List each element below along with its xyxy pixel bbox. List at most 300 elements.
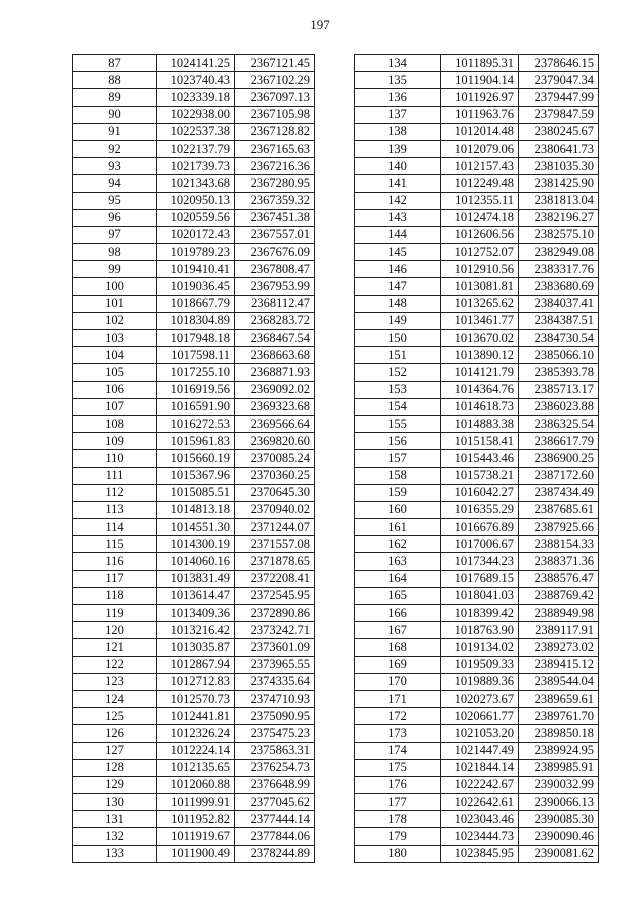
point-number-cell: 160 xyxy=(355,501,441,518)
y-coordinate-cell: 2389985.91 xyxy=(519,759,599,776)
y-coordinate-cell: 2380245.67 xyxy=(519,123,599,140)
x-coordinate-cell: 1018667.79 xyxy=(157,295,235,312)
x-coordinate-cell: 1018399.42 xyxy=(441,605,519,622)
x-coordinate-cell: 1013461.77 xyxy=(441,312,519,329)
table-row xyxy=(73,415,315,432)
point-number-cell: 110 xyxy=(73,450,157,467)
x-coordinate-cell: 1013831.49 xyxy=(157,570,235,587)
point-number-cell: 96 xyxy=(73,209,157,226)
point-number-cell: 175 xyxy=(355,759,441,776)
x-coordinate-cell: 1023339.18 xyxy=(157,89,235,106)
table-row xyxy=(73,639,315,656)
y-coordinate-cell: 2374335.64 xyxy=(235,673,315,690)
x-coordinate-cell: 1012135.65 xyxy=(157,759,235,776)
x-coordinate-cell: 1018041.03 xyxy=(441,587,519,604)
x-coordinate-cell: 1020172.43 xyxy=(157,226,235,243)
table-row xyxy=(355,347,599,364)
point-number-cell: 138 xyxy=(355,123,441,140)
table-row xyxy=(73,192,315,209)
point-number-cell: 93 xyxy=(73,158,157,175)
x-coordinate-cell: 1019509.33 xyxy=(441,656,519,673)
y-coordinate-cell: 2376254.73 xyxy=(235,759,315,776)
point-number-cell: 123 xyxy=(73,673,157,690)
x-coordinate-cell: 1014300.19 xyxy=(157,536,235,553)
y-coordinate-cell: 2370940.02 xyxy=(235,501,315,518)
table-row xyxy=(355,140,599,157)
point-number-cell: 140 xyxy=(355,158,441,175)
table-row xyxy=(355,484,599,501)
y-coordinate-cell: 2378646.15 xyxy=(519,55,599,72)
x-coordinate-cell: 1012326.24 xyxy=(157,725,235,742)
x-coordinate-cell: 1012014.48 xyxy=(441,123,519,140)
point-number-cell: 171 xyxy=(355,690,441,707)
x-coordinate-cell: 1012355.11 xyxy=(441,192,519,209)
y-coordinate-cell: 2367128.82 xyxy=(235,123,315,140)
table-row xyxy=(355,605,599,622)
x-coordinate-cell: 1013890.12 xyxy=(441,347,519,364)
table-row xyxy=(73,776,315,793)
y-coordinate-cell: 2367216.36 xyxy=(235,158,315,175)
point-number-cell: 101 xyxy=(73,295,157,312)
table-row xyxy=(73,209,315,226)
table-row xyxy=(355,639,599,656)
x-coordinate-cell: 1012249.48 xyxy=(441,175,519,192)
table-row xyxy=(355,364,599,381)
table-row xyxy=(355,123,599,140)
table-row xyxy=(73,519,315,536)
point-number-cell: 121 xyxy=(73,639,157,656)
point-number-cell: 112 xyxy=(73,484,157,501)
x-coordinate-cell: 1021053.20 xyxy=(441,725,519,742)
table-row xyxy=(73,450,315,467)
point-number-cell: 122 xyxy=(73,656,157,673)
table-row xyxy=(73,106,315,123)
x-coordinate-cell: 1011952.82 xyxy=(157,811,235,828)
y-coordinate-cell: 2388949.98 xyxy=(519,605,599,622)
y-coordinate-cell: 2368871.93 xyxy=(235,364,315,381)
point-number-cell: 95 xyxy=(73,192,157,209)
x-coordinate-cell: 1016042.27 xyxy=(441,484,519,501)
point-number-cell: 107 xyxy=(73,398,157,415)
table-row xyxy=(355,759,599,776)
table-row xyxy=(355,708,599,725)
point-number-cell: 133 xyxy=(73,845,157,862)
x-coordinate-cell: 1011895.31 xyxy=(441,55,519,72)
table-row xyxy=(73,175,315,192)
x-coordinate-cell: 1022242.67 xyxy=(441,776,519,793)
point-number-cell: 142 xyxy=(355,192,441,209)
x-coordinate-cell: 1012712.83 xyxy=(157,673,235,690)
x-coordinate-cell: 1012157.43 xyxy=(441,158,519,175)
x-coordinate-cell: 1024141.25 xyxy=(157,55,235,72)
table-row xyxy=(355,553,599,570)
x-coordinate-cell: 1012867.94 xyxy=(157,656,235,673)
y-coordinate-cell: 2375090.95 xyxy=(235,708,315,725)
x-coordinate-cell: 1016272.53 xyxy=(157,415,235,432)
x-coordinate-cell: 1017006.67 xyxy=(441,536,519,553)
y-coordinate-cell: 2370360.25 xyxy=(235,467,315,484)
table-row xyxy=(355,450,599,467)
x-coordinate-cell: 1020273.67 xyxy=(441,690,519,707)
x-coordinate-cell: 1015443.46 xyxy=(441,450,519,467)
x-coordinate-cell: 1014813.18 xyxy=(157,501,235,518)
table-row xyxy=(355,278,599,295)
table-row xyxy=(73,295,315,312)
point-number-cell: 87 xyxy=(73,55,157,72)
table-row xyxy=(355,55,599,72)
point-number-cell: 98 xyxy=(73,244,157,261)
x-coordinate-cell: 1011904.14 xyxy=(441,72,519,89)
table-row xyxy=(73,261,315,278)
x-coordinate-cell: 1020559.56 xyxy=(157,209,235,226)
y-coordinate-cell: 2382575.10 xyxy=(519,226,599,243)
y-coordinate-cell: 2389761.70 xyxy=(519,708,599,725)
x-coordinate-cell: 1016919.56 xyxy=(157,381,235,398)
y-coordinate-cell: 2388576.47 xyxy=(519,570,599,587)
point-number-cell: 129 xyxy=(73,776,157,793)
table-row xyxy=(73,828,315,845)
x-coordinate-cell: 1020950.13 xyxy=(157,192,235,209)
x-coordinate-cell: 1013614.47 xyxy=(157,587,235,604)
y-coordinate-cell: 2368663.68 xyxy=(235,347,315,364)
point-number-cell: 177 xyxy=(355,794,441,811)
x-coordinate-cell: 1022137.79 xyxy=(157,140,235,157)
table-row xyxy=(73,158,315,175)
y-coordinate-cell: 2382949.08 xyxy=(519,244,599,261)
x-coordinate-cell: 1015660.19 xyxy=(157,450,235,467)
point-number-cell: 137 xyxy=(355,106,441,123)
point-number-cell: 158 xyxy=(355,467,441,484)
table-row xyxy=(355,244,599,261)
y-coordinate-cell: 2385066.10 xyxy=(519,347,599,364)
y-coordinate-cell: 2374710.93 xyxy=(235,690,315,707)
point-number-cell: 92 xyxy=(73,140,157,157)
point-number-cell: 94 xyxy=(73,175,157,192)
table-row xyxy=(73,553,315,570)
point-number-cell: 141 xyxy=(355,175,441,192)
table-row xyxy=(355,656,599,673)
table-row xyxy=(73,708,315,725)
y-coordinate-cell: 2389850.18 xyxy=(519,725,599,742)
y-coordinate-cell: 2381425.90 xyxy=(519,175,599,192)
table-row xyxy=(355,673,599,690)
point-number-cell: 150 xyxy=(355,330,441,347)
table-row xyxy=(73,690,315,707)
y-coordinate-cell: 2368283.72 xyxy=(235,312,315,329)
table-row xyxy=(355,398,599,415)
x-coordinate-cell: 1013081.81 xyxy=(441,278,519,295)
x-coordinate-cell: 1015085.51 xyxy=(157,484,235,501)
x-coordinate-cell: 1013216.42 xyxy=(157,622,235,639)
table-row xyxy=(73,89,315,106)
y-coordinate-cell: 2385393.78 xyxy=(519,364,599,381)
table-row xyxy=(73,725,315,742)
point-number-cell: 120 xyxy=(73,622,157,639)
y-coordinate-cell: 2378244.89 xyxy=(235,845,315,862)
point-number-cell: 176 xyxy=(355,776,441,793)
x-coordinate-cell: 1019889.36 xyxy=(441,673,519,690)
table-row xyxy=(355,209,599,226)
y-coordinate-cell: 2367359.32 xyxy=(235,192,315,209)
point-number-cell: 154 xyxy=(355,398,441,415)
x-coordinate-cell: 1013670.02 xyxy=(441,330,519,347)
point-number-cell: 97 xyxy=(73,226,157,243)
y-coordinate-cell: 2367280.95 xyxy=(235,175,315,192)
y-coordinate-cell: 2370645.30 xyxy=(235,484,315,501)
x-coordinate-cell: 1012910.56 xyxy=(441,261,519,278)
table-row xyxy=(355,415,599,432)
x-coordinate-cell: 1013035.87 xyxy=(157,639,235,656)
table-row xyxy=(73,123,315,140)
y-coordinate-cell: 2382196.27 xyxy=(519,209,599,226)
x-coordinate-cell: 1016676.89 xyxy=(441,519,519,536)
x-coordinate-cell: 1014551.30 xyxy=(157,519,235,536)
y-coordinate-cell: 2389415.12 xyxy=(519,656,599,673)
y-coordinate-cell: 2367102.29 xyxy=(235,72,315,89)
x-coordinate-cell: 1017948.18 xyxy=(157,330,235,347)
x-coordinate-cell: 1015158.41 xyxy=(441,433,519,450)
y-coordinate-cell: 2387172.60 xyxy=(519,467,599,484)
table-row xyxy=(73,140,315,157)
table-row xyxy=(355,158,599,175)
x-coordinate-cell: 1012606.56 xyxy=(441,226,519,243)
point-number-cell: 124 xyxy=(73,690,157,707)
table-row xyxy=(73,570,315,587)
x-coordinate-cell: 1022938.00 xyxy=(157,106,235,123)
x-coordinate-cell: 1017689.15 xyxy=(441,570,519,587)
y-coordinate-cell: 2390085.30 xyxy=(519,811,599,828)
y-coordinate-cell: 2369566.64 xyxy=(235,415,315,432)
x-coordinate-cell: 1022642.61 xyxy=(441,794,519,811)
x-coordinate-cell: 1021343.68 xyxy=(157,175,235,192)
table-row xyxy=(355,381,599,398)
x-coordinate-cell: 1021739.73 xyxy=(157,158,235,175)
table-row xyxy=(355,845,599,862)
point-number-cell: 163 xyxy=(355,553,441,570)
x-coordinate-cell: 1015738.21 xyxy=(441,467,519,484)
x-coordinate-cell: 1014121.79 xyxy=(441,364,519,381)
table-row xyxy=(355,330,599,347)
table-row xyxy=(73,364,315,381)
table-row xyxy=(73,742,315,759)
y-coordinate-cell: 2375475.23 xyxy=(235,725,315,742)
point-number-cell: 130 xyxy=(73,794,157,811)
y-coordinate-cell: 2373965.55 xyxy=(235,656,315,673)
table-row xyxy=(355,776,599,793)
table-row xyxy=(355,587,599,604)
point-number-cell: 164 xyxy=(355,570,441,587)
table-row xyxy=(355,192,599,209)
point-number-cell: 146 xyxy=(355,261,441,278)
point-number-cell: 165 xyxy=(355,587,441,604)
table-row xyxy=(73,433,315,450)
x-coordinate-cell: 1012441.81 xyxy=(157,708,235,725)
x-coordinate-cell: 1021844.14 xyxy=(441,759,519,776)
x-coordinate-cell: 1012060.88 xyxy=(157,776,235,793)
point-number-cell: 113 xyxy=(73,501,157,518)
table-row xyxy=(73,501,315,518)
table-row xyxy=(73,55,315,72)
point-number-cell: 131 xyxy=(73,811,157,828)
y-coordinate-cell: 2375863.31 xyxy=(235,742,315,759)
table-row xyxy=(355,622,599,639)
table-row xyxy=(355,501,599,518)
table-row xyxy=(355,295,599,312)
point-number-cell: 169 xyxy=(355,656,441,673)
y-coordinate-cell: 2388769.42 xyxy=(519,587,599,604)
table-row xyxy=(355,433,599,450)
table-row xyxy=(355,690,599,707)
y-coordinate-cell: 2384730.54 xyxy=(519,330,599,347)
y-coordinate-cell: 2367097.13 xyxy=(235,89,315,106)
table-row xyxy=(355,519,599,536)
point-number-cell: 151 xyxy=(355,347,441,364)
point-number-cell: 125 xyxy=(73,708,157,725)
y-coordinate-cell: 2371244.07 xyxy=(235,519,315,536)
x-coordinate-cell: 1016355.29 xyxy=(441,501,519,518)
y-coordinate-cell: 2384387.51 xyxy=(519,312,599,329)
point-number-cell: 147 xyxy=(355,278,441,295)
point-number-cell: 178 xyxy=(355,811,441,828)
y-coordinate-cell: 2390066.13 xyxy=(519,794,599,811)
y-coordinate-cell: 2389659.61 xyxy=(519,690,599,707)
table-row xyxy=(355,811,599,828)
table-row xyxy=(355,106,599,123)
point-number-cell: 155 xyxy=(355,415,441,432)
table-row xyxy=(73,622,315,639)
x-coordinate-cell: 1014364.76 xyxy=(441,381,519,398)
table-row xyxy=(73,226,315,243)
y-coordinate-cell: 2371878.65 xyxy=(235,553,315,570)
table-row xyxy=(73,484,315,501)
point-number-cell: 135 xyxy=(355,72,441,89)
x-coordinate-cell: 1013265.62 xyxy=(441,295,519,312)
x-coordinate-cell: 1011919.67 xyxy=(157,828,235,845)
point-number-cell: 99 xyxy=(73,261,157,278)
point-number-cell: 91 xyxy=(73,123,157,140)
x-coordinate-cell: 1017344.23 xyxy=(441,553,519,570)
x-coordinate-cell: 1011963.76 xyxy=(441,106,519,123)
y-coordinate-cell: 2368112.47 xyxy=(235,295,315,312)
y-coordinate-cell: 2367121.45 xyxy=(235,55,315,72)
y-coordinate-cell: 2389273.02 xyxy=(519,639,599,656)
y-coordinate-cell: 2367557.01 xyxy=(235,226,315,243)
point-number-cell: 106 xyxy=(73,381,157,398)
x-coordinate-cell: 1022537.38 xyxy=(157,123,235,140)
x-coordinate-cell: 1015961.83 xyxy=(157,433,235,450)
y-coordinate-cell: 2367165.63 xyxy=(235,140,315,157)
y-coordinate-cell: 2372208.41 xyxy=(235,570,315,587)
y-coordinate-cell: 2373601.09 xyxy=(235,639,315,656)
y-coordinate-cell: 2373242.71 xyxy=(235,622,315,639)
x-coordinate-cell: 1019410.41 xyxy=(157,261,235,278)
y-coordinate-cell: 2390032.99 xyxy=(519,776,599,793)
point-number-cell: 136 xyxy=(355,89,441,106)
table-row xyxy=(73,811,315,828)
x-coordinate-cell: 1018304.89 xyxy=(157,312,235,329)
y-coordinate-cell: 2386023.88 xyxy=(519,398,599,415)
y-coordinate-cell: 2371557.08 xyxy=(235,536,315,553)
point-number-cell: 156 xyxy=(355,433,441,450)
y-coordinate-cell: 2377444.14 xyxy=(235,811,315,828)
table-row xyxy=(73,656,315,673)
table-row xyxy=(355,828,599,845)
y-coordinate-cell: 2367953.99 xyxy=(235,278,315,295)
y-coordinate-cell: 2385713.17 xyxy=(519,381,599,398)
x-coordinate-cell: 1016591.90 xyxy=(157,398,235,415)
table-row xyxy=(73,794,315,811)
x-coordinate-cell: 1023043.46 xyxy=(441,811,519,828)
table-row xyxy=(355,536,599,553)
point-number-cell: 145 xyxy=(355,244,441,261)
y-coordinate-cell: 2380641.73 xyxy=(519,140,599,157)
point-number-cell: 152 xyxy=(355,364,441,381)
point-number-cell: 173 xyxy=(355,725,441,742)
y-coordinate-cell: 2369323.68 xyxy=(235,398,315,415)
y-coordinate-cell: 2379047.34 xyxy=(519,72,599,89)
x-coordinate-cell: 1012570.73 xyxy=(157,690,235,707)
table-row xyxy=(73,587,315,604)
table-row xyxy=(73,759,315,776)
y-coordinate-cell: 2369820.60 xyxy=(235,433,315,450)
x-coordinate-cell: 1011926.97 xyxy=(441,89,519,106)
x-coordinate-cell: 1019134.02 xyxy=(441,639,519,656)
point-number-cell: 132 xyxy=(73,828,157,845)
table-row xyxy=(355,261,599,278)
coordinates-table-right xyxy=(354,54,599,863)
table-row xyxy=(73,347,315,364)
y-coordinate-cell: 2389117.91 xyxy=(519,622,599,639)
point-number-cell: 167 xyxy=(355,622,441,639)
point-number-cell: 90 xyxy=(73,106,157,123)
table-row xyxy=(73,605,315,622)
x-coordinate-cell: 1018763.90 xyxy=(441,622,519,639)
point-number-cell: 162 xyxy=(355,536,441,553)
y-coordinate-cell: 2383680.69 xyxy=(519,278,599,295)
point-number-cell: 179 xyxy=(355,828,441,845)
point-number-cell: 174 xyxy=(355,742,441,759)
x-coordinate-cell: 1013409.36 xyxy=(157,605,235,622)
point-number-cell: 139 xyxy=(355,140,441,157)
y-coordinate-cell: 2388371.36 xyxy=(519,553,599,570)
x-coordinate-cell: 1017598.11 xyxy=(157,347,235,364)
point-number-cell: 180 xyxy=(355,845,441,862)
y-coordinate-cell: 2376648.99 xyxy=(235,776,315,793)
point-number-cell: 126 xyxy=(73,725,157,742)
table-row xyxy=(355,89,599,106)
table-row xyxy=(73,72,315,89)
x-coordinate-cell: 1014618.73 xyxy=(441,398,519,415)
table-row xyxy=(355,72,599,89)
x-coordinate-cell: 1023845.95 xyxy=(441,845,519,862)
point-number-cell: 170 xyxy=(355,673,441,690)
y-coordinate-cell: 2381035.30 xyxy=(519,158,599,175)
table-row xyxy=(355,794,599,811)
point-number-cell: 143 xyxy=(355,209,441,226)
point-number-cell: 128 xyxy=(73,759,157,776)
point-number-cell: 134 xyxy=(355,55,441,72)
point-number-cell: 153 xyxy=(355,381,441,398)
y-coordinate-cell: 2379447.99 xyxy=(519,89,599,106)
table-row xyxy=(355,725,599,742)
y-coordinate-cell: 2367676.09 xyxy=(235,244,315,261)
point-number-cell: 157 xyxy=(355,450,441,467)
y-coordinate-cell: 2381813.04 xyxy=(519,192,599,209)
point-number-cell: 168 xyxy=(355,639,441,656)
point-number-cell: 109 xyxy=(73,433,157,450)
y-coordinate-cell: 2388154.33 xyxy=(519,536,599,553)
point-number-cell: 148 xyxy=(355,295,441,312)
